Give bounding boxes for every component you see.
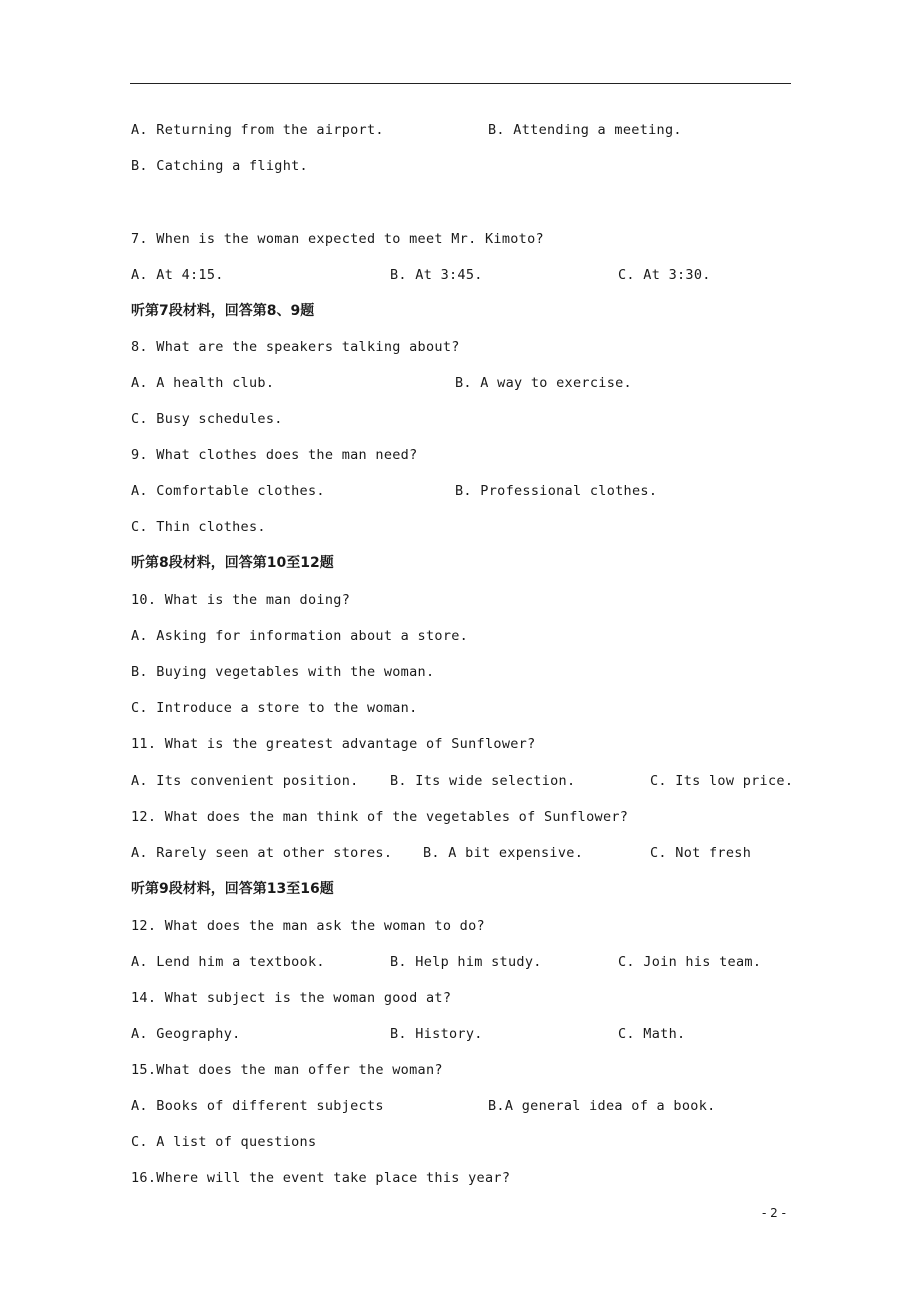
q8-option-b: B. A way to exercise.: [455, 375, 632, 391]
q12-option-c: C. Not fresh: [650, 845, 752, 861]
question-12: 12. What does the man think of the vegetables of Sunflower?: [131, 809, 629, 825]
section-heading-9: 听第9段材料，回答第13至16题: [131, 881, 334, 897]
q10-option-b: B. Buying vegetables with the woman.: [131, 664, 435, 680]
q13-option-c: C. Join his team.: [618, 954, 762, 970]
q11-option-c: C. Its low price.: [650, 773, 794, 789]
q9-option-b: B. Professional clothes.: [455, 483, 658, 499]
q6-option-b: B. Attending a meeting.: [488, 122, 682, 138]
q7-option-a: A. At 4:15.: [131, 267, 224, 283]
q12-option-b: B. A bit expensive.: [423, 845, 584, 861]
q9-option-a: A. Comfortable clothes.: [131, 483, 325, 499]
q15-option-b: B.A general idea of a book.: [488, 1098, 716, 1114]
q7-option-b: B. At 3:45.: [390, 267, 483, 283]
q9-option-c: C. Thin clothes.: [131, 519, 266, 535]
q15-option-a: A. Books of different subjects: [131, 1098, 384, 1114]
section-heading-8: 听第8段材料，回答第10至12题: [131, 555, 334, 571]
question-16: 16.Where will the event take place this year?: [131, 1170, 511, 1186]
page-number: - 2 -: [762, 1206, 786, 1220]
question-15: 15.What does the man offer the woman?: [131, 1062, 443, 1078]
question-10: 10. What is the man doing?: [131, 592, 351, 608]
q8-option-c: C. Busy schedules.: [131, 411, 283, 427]
q14-option-a: A. Geography.: [131, 1026, 241, 1042]
question-9: 9. What clothes does the man need?: [131, 447, 418, 463]
question-13: 12. What does the man ask the woman to do?: [131, 918, 485, 934]
q15-option-c: C. A list of questions: [131, 1134, 317, 1150]
question-7: 7. When is the woman expected to meet Mr. Kimoto?: [131, 231, 544, 247]
q6-option-a: A. Returning from the airport.: [131, 122, 384, 138]
q14-option-b: B. History.: [390, 1026, 483, 1042]
q12-option-a: A. Rarely seen at other stores.: [131, 845, 393, 861]
q7-option-c: C. At 3:30.: [618, 267, 711, 283]
q11-option-a: A. Its convenient position.: [131, 773, 359, 789]
section-heading-7: 听第7段材料，回答第8、9题: [131, 303, 315, 319]
q14-option-c: C. Math.: [618, 1026, 686, 1042]
q10-option-c: C. Introduce a store to the woman.: [131, 700, 418, 716]
q13-option-b: B. Help him study.: [390, 954, 542, 970]
question-11: 11. What is the greatest advantage of Sunflower?: [131, 736, 536, 752]
question-8: 8. What are the speakers talking about?: [131, 339, 460, 355]
q13-option-a: A. Lend him a textbook.: [131, 954, 325, 970]
q10-option-a: A. Asking for information about a store.: [131, 628, 469, 644]
q11-option-b: B. Its wide selection.: [390, 773, 576, 789]
q8-option-a: A. A health club.: [131, 375, 275, 391]
q6-option-c: B. Catching a flight.: [131, 158, 308, 174]
question-14: 14. What subject is the woman good at?: [131, 990, 452, 1006]
header-rule: [130, 83, 791, 84]
